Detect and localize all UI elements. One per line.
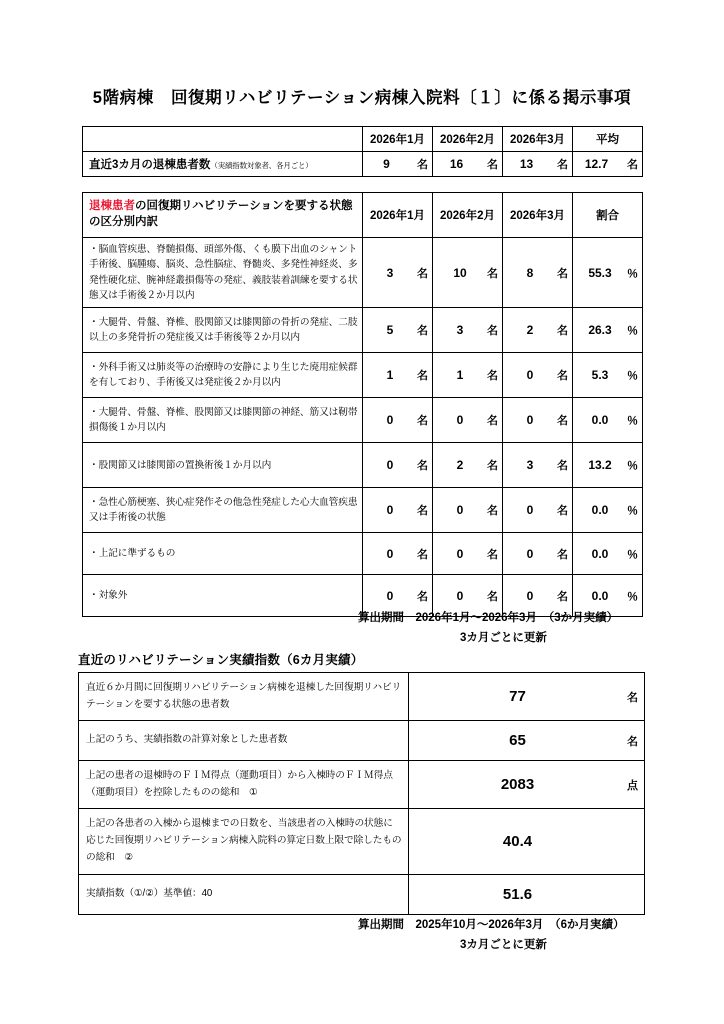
value-ratio: [573, 443, 643, 488]
unit-text: 名: [557, 505, 568, 518]
unit-text: 名: [487, 590, 498, 603]
unit-text: 名: [627, 159, 638, 171]
value-text: 0: [456, 413, 464, 428]
unit-text: 名: [417, 548, 428, 561]
value-month-2: [433, 398, 503, 443]
value-ratio: [573, 533, 643, 575]
row-desc-calculated-patients: 上記のうち、実績指数の計算対象とした患者数: [79, 721, 409, 761]
value-discharge-month-1: [363, 152, 433, 177]
row-value-performance-index: [409, 875, 645, 915]
value-text: 0: [526, 503, 534, 518]
unit-text: 名: [487, 159, 498, 171]
value-ratio: [573, 398, 643, 443]
value-month-2: [433, 533, 503, 575]
value-text: 0: [386, 413, 394, 428]
value-text: 0: [456, 588, 464, 603]
unit-text: ％: [627, 325, 638, 338]
unit-text: 名: [627, 691, 638, 704]
unit-text: ％: [627, 590, 638, 603]
unit-text: 名: [417, 267, 428, 280]
unit-text: 名: [417, 460, 428, 473]
value-discharge-average: [573, 152, 643, 177]
unit-text: 名: [487, 548, 498, 561]
column-header-average: 平均: [573, 127, 643, 152]
value-text: 16: [449, 157, 464, 171]
unit-text: 名: [417, 370, 428, 383]
row-label-main: 直近3カ月の退棟患者数: [89, 159, 211, 171]
unit-text: 名: [557, 460, 568, 473]
value-month-2: [433, 443, 503, 488]
value-month-3: [503, 443, 573, 488]
column-header-month-1: 2026年1月: [363, 193, 433, 238]
row-desc-performance-index: 実績指数（①/②）基準値：40: [79, 875, 409, 915]
row-value-discharged-patients: [409, 673, 645, 721]
table-row: [83, 488, 643, 533]
value-month-3: [503, 488, 573, 533]
value-month-3: [503, 353, 573, 398]
column-header-month-2: 2026年2月: [433, 127, 503, 152]
value-text: 2: [526, 323, 534, 338]
row-desc-discharged-patients: 直近６か月間に回復期リハビリテーション病棟を退棟した回復期リハビリテーションを要する状態の患者数: [79, 673, 409, 721]
value-text: 0.0: [591, 413, 609, 428]
value-text: 65: [509, 732, 526, 749]
row-desc-joint-replacement: ・股関節又は膝関節の置換術後１か月以内: [83, 443, 363, 488]
row-desc-fracture: ・大腿骨、骨盤、脊椎、股関節又は膝関節の骨折の発症、二肢以上の多発骨折の発症後又は手術後等２か月以内: [83, 308, 363, 353]
row-desc-nerve-ligament: ・大腿骨、骨盤、脊椎、股関節又は膝関節の神経、筋又は靭帯損傷後１か月以内: [83, 398, 363, 443]
unit-text: 名: [557, 548, 568, 561]
rehab-index-table: [78, 672, 645, 915]
value-text: 13: [519, 157, 534, 171]
row-desc-day-ratio-sum: 上記の各患者の入棟から退棟までの日数を、当該患者の入棟時の状態に応じた回復期リハビリテーション病棟入院料の算定日数上限で除したものの総和 ②: [79, 809, 409, 875]
unit-text: 名: [487, 460, 498, 473]
table-row: [83, 353, 643, 398]
unit-text: ％: [627, 415, 638, 428]
unit-text: ％: [627, 370, 638, 383]
value-text: 2: [456, 458, 464, 473]
page-title: 5階病棟 回復期リハビリテーション病棟入院料〔１〕に係る掲示事項: [92, 89, 632, 107]
value-month-2: [433, 488, 503, 533]
value-text: 0.0: [591, 546, 609, 561]
value-month-2: [433, 308, 503, 353]
value-month-3: [503, 308, 573, 353]
value-text: 0: [386, 588, 394, 603]
value-text: 8: [526, 265, 534, 280]
value-text: 77: [509, 688, 526, 705]
column-header-month-3: 2026年3月: [503, 193, 573, 238]
unit-text: 名: [557, 590, 568, 603]
value-ratio: [573, 488, 643, 533]
value-month-1: [363, 488, 433, 533]
unit-text: ％: [627, 460, 638, 473]
value-text: 51.6: [502, 886, 533, 903]
row-value-calculated-patients: [409, 721, 645, 761]
footnote-period-2: 算出期間 2025年10月〜2026年3月 （6か月実績）: [358, 919, 625, 931]
table-row: [79, 761, 645, 809]
column-header-category: [83, 193, 363, 238]
value-month-1: [363, 398, 433, 443]
value-text: 10: [453, 265, 467, 280]
value-month-3: [503, 238, 573, 308]
value-text: 0: [526, 546, 534, 561]
value-text: 1: [386, 368, 394, 383]
row-desc-disuse-syndrome: ・外科手術又は肺炎等の治療時の安静により生じた廃用症候群を有しており、手術後又は発症後２か月以内: [83, 353, 363, 398]
unit-text: 名: [487, 267, 498, 280]
table-row: [83, 443, 643, 488]
unit-text: 名: [487, 325, 498, 338]
value-text: 0.0: [591, 503, 609, 518]
value-text: 40.4: [502, 833, 533, 850]
row-desc-cerebrovascular: ・脳血管疾患、脊髄損傷、頭部外傷、くも膜下出血のシャント手術後、脳腫瘍、脳炎、急性脳症、脊髄炎、多発性神経炎、多発性硬化症、腕神経叢損傷等の発症、義肢装着訓練を要する状態又は手術後２か月以内: [83, 238, 363, 308]
value-text: 13.2: [588, 458, 612, 473]
unit-text: ％: [627, 548, 638, 561]
value-text: 0: [386, 546, 394, 561]
footnote-period-1: 算出期間 2026年1月〜2026年3月 （3か月実績）: [358, 612, 619, 624]
column-header-month-2: 2026年2月: [433, 193, 503, 238]
unit-text: 名: [557, 159, 568, 171]
table-header-row: [83, 193, 643, 238]
unit-text: ％: [627, 267, 638, 280]
value-ratio: [573, 308, 643, 353]
value-month-1: [363, 353, 433, 398]
unit-text: 名: [417, 590, 428, 603]
section-heading-rehab-index: 直近のリハビリテーション実績指数（6カ月実績）: [78, 653, 364, 667]
value-month-2: [433, 353, 503, 398]
unit-text: 名: [557, 415, 568, 428]
value-text: 0: [386, 458, 394, 473]
value-text: 0: [526, 368, 534, 383]
table-row: [79, 673, 645, 721]
unit-text: 名: [557, 267, 568, 280]
unit-text: 名: [417, 325, 428, 338]
header-rest: の回復期リハビリテーションを要する状態の区分別内訳: [89, 200, 353, 228]
row-desc-cardiovascular: ・急性心筋梗塞、狭心症発作その他急性発症した心大血管疾患又は手術後の状態: [83, 488, 363, 533]
table-row: [79, 809, 645, 875]
value-month-3: [503, 533, 573, 575]
footnote-update-1: 3カ月ごとに更新: [460, 632, 547, 644]
table-row: [83, 308, 643, 353]
value-text: 0: [386, 503, 394, 518]
unit-text: 名: [487, 370, 498, 383]
value-text: 0: [526, 588, 534, 603]
row-value-day-ratio-sum: [409, 809, 645, 875]
value-ratio: [573, 238, 643, 308]
value-month-1: [363, 238, 433, 308]
table-row: [83, 398, 643, 443]
value-text: 2083: [500, 776, 535, 793]
table-row: [79, 721, 645, 761]
value-text: 0: [456, 546, 464, 561]
row-desc-out-of-scope: ・対象外: [83, 575, 363, 617]
value-text: 3: [526, 458, 534, 473]
value-text: 12.7: [584, 157, 609, 171]
unit-text: ％: [627, 505, 638, 518]
value-month-3: [503, 398, 573, 443]
unit-text: 名: [557, 325, 568, 338]
footnote-update-2: 3カ月ごとに更新: [460, 939, 547, 951]
row-desc-fim-gain-sum: 上記の患者の退棟時のＦＩＭ得点（運動項目）から入棟時のＦＩＭ得点（運動項目）を控除したものの総和 ①: [79, 761, 409, 809]
unit-text: 名: [417, 415, 428, 428]
discharge-count-table: [82, 126, 643, 177]
row-label-discharge-count: [83, 152, 363, 177]
row-value-fim-gain-sum: [409, 761, 645, 809]
value-text: 1: [456, 368, 464, 383]
row-desc-equivalent: ・上記に準ずるもの: [83, 533, 363, 575]
value-text: 0: [456, 503, 464, 518]
value-text: 3: [386, 265, 394, 280]
value-text: 0.0: [591, 588, 609, 603]
value-discharge-month-3: [503, 152, 573, 177]
header-highlight-red: 退棟患者: [89, 200, 135, 213]
table-header-row: [83, 127, 643, 152]
unit-text: 名: [487, 505, 498, 518]
value-text: 5: [386, 323, 394, 338]
column-header-ratio: 割合: [573, 193, 643, 238]
value-ratio: [573, 353, 643, 398]
column-header-month-3: 2026年3月: [503, 127, 573, 152]
value-month-1: [363, 443, 433, 488]
value-discharge-month-2: [433, 152, 503, 177]
table-row: [83, 238, 643, 308]
value-month-2: [433, 238, 503, 308]
condition-breakdown-table: [82, 192, 643, 617]
value-text: 9: [383, 157, 390, 171]
value-text: 5.3: [591, 368, 609, 383]
table-row: [79, 875, 645, 915]
value-text: 3: [456, 323, 464, 338]
value-text: 55.3: [588, 265, 612, 280]
unit-text: 名: [557, 370, 568, 383]
unit-text: 点: [627, 779, 638, 792]
row-label-note: （実績指数対象者、各月ごと）: [210, 161, 313, 170]
unit-text: 名: [417, 159, 428, 171]
value-month-1: [363, 533, 433, 575]
table-row: [83, 533, 643, 575]
table-row: [83, 152, 643, 177]
empty-corner-cell: [83, 127, 363, 152]
unit-text: 名: [417, 505, 428, 518]
value-text: 26.3: [588, 323, 612, 338]
column-header-month-1: 2026年1月: [363, 127, 433, 152]
unit-text: 名: [487, 415, 498, 428]
value-month-1: [363, 308, 433, 353]
value-text: 0: [526, 413, 534, 428]
unit-text: 名: [627, 735, 638, 748]
